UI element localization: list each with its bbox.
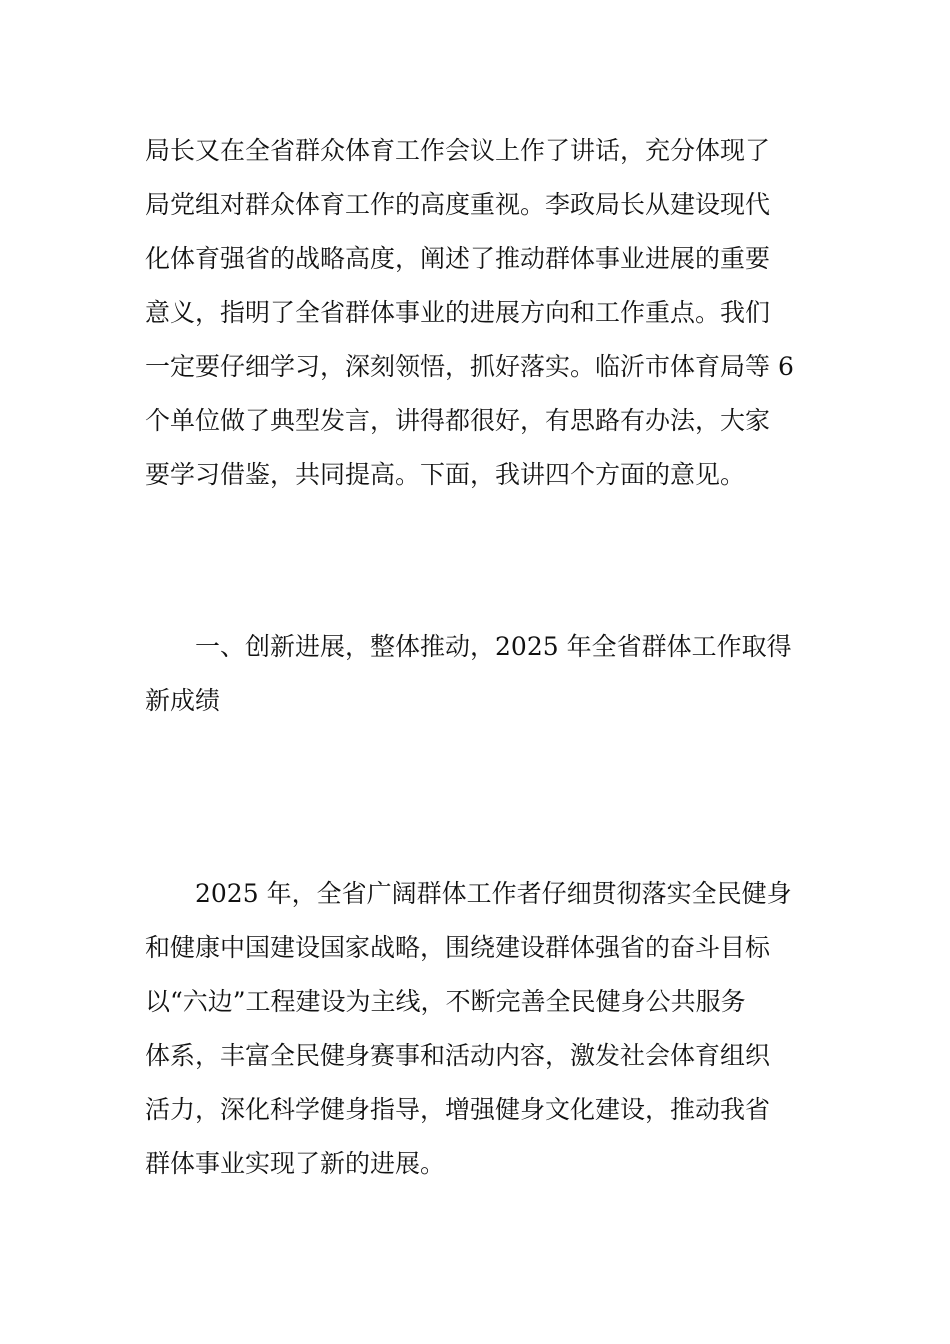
- paragraph-line: 群体事业实现了新的进展。: [145, 1149, 446, 1178]
- paragraph-line: 局党组对群众体育工作的高度重视。李政局长从建设现代: [145, 190, 771, 219]
- heading-line: 一、创新进展，整体推动，2025 年全省群体工作取得: [195, 632, 792, 661]
- paragraph-line: 要学习借鉴，共同提高。下面，我讲四个方面的意见。: [145, 460, 746, 489]
- paragraph-line: 意义，指明了全省群体事业的进展方向和工作重点。我们: [145, 298, 771, 327]
- paragraph-line: 局长又在全省群众体育工作会议上作了讲话，充分体现了: [145, 136, 771, 165]
- body-paragraph: [145, 124, 810, 502]
- paragraph-line: 活力，深化科学健身指导，增强健身文化建设，推动我省: [145, 1095, 771, 1124]
- paragraph-line: 一定要仔细学习，深刻领悟，抓好落实。临沂市体育局等 6: [145, 352, 794, 381]
- heading-line: 新成绩: [145, 686, 221, 715]
- paragraph-line: 化体育强省的战略高度，阐述了推动群体事业进展的重要: [145, 244, 771, 273]
- paragraph-line: 和健康中国建设国家战略，围绕建设群体强省的奋斗目标: [145, 933, 771, 962]
- paragraph-line: 个单位做了典型发言，讲得都很好，有思路有办法，大家: [145, 406, 771, 435]
- section-heading: [145, 620, 810, 728]
- paragraph-line: 2025 年，全省广阔群体工作者仔细贯彻落实全民健身: [195, 879, 792, 908]
- paragraph-line: 以“六边”工程建设为主线，不断完善全民健身公共服务: [145, 987, 746, 1016]
- body-paragraph: [145, 867, 810, 1191]
- paragraph-line: 体系，丰富全民健身赛事和活动内容，激发社会体育组织: [145, 1041, 771, 1070]
